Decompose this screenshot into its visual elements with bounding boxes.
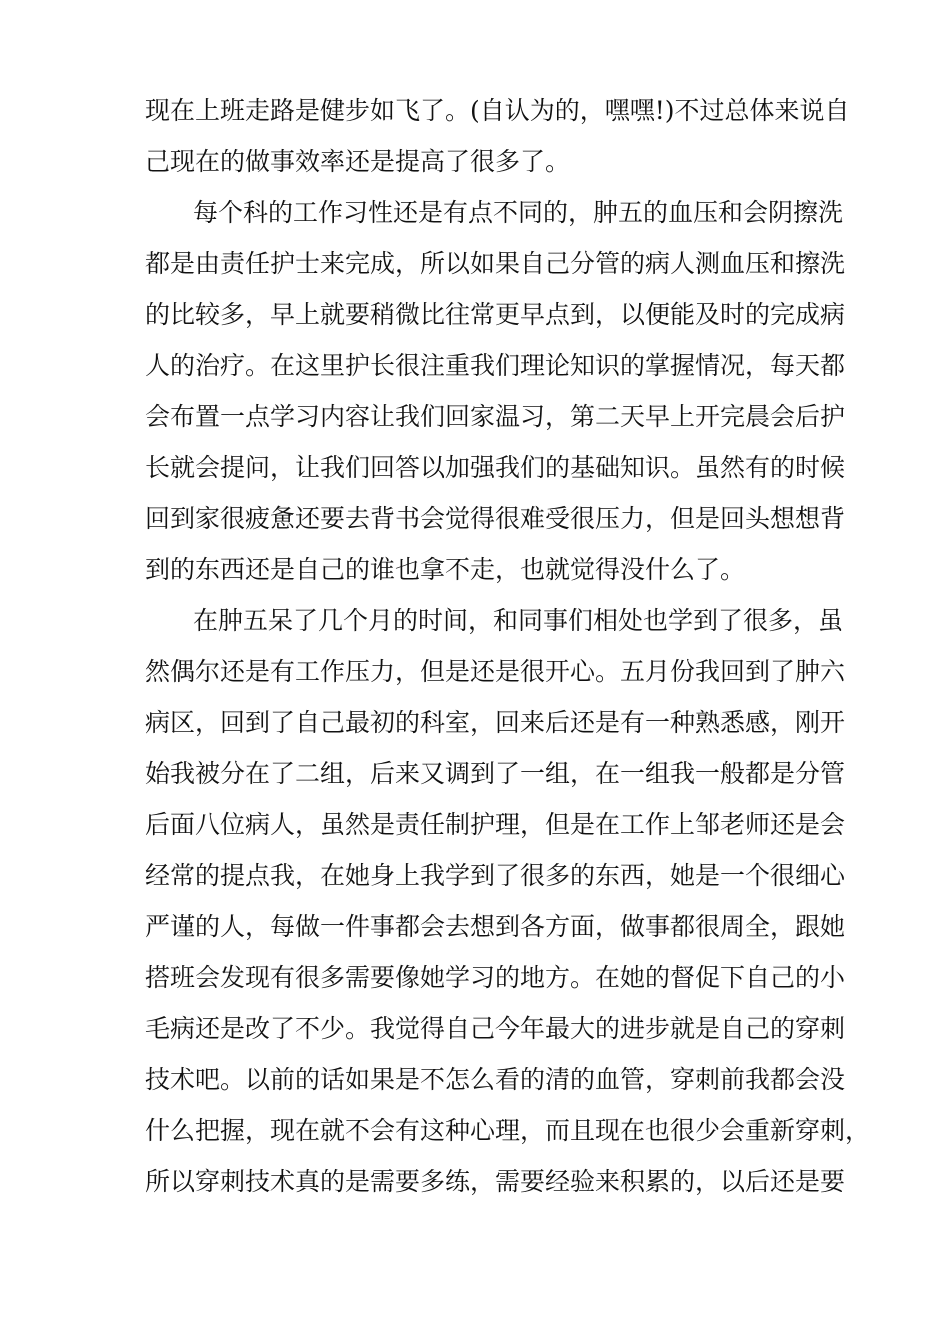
text-line: 现在上班走路是健步如飞了。(自认为的，嘿嘿!)不过总体来说自 <box>145 96 850 125</box>
text-line: 在肿五呆了几个月的时间，和同事们相处也学到了很多，虽 <box>193 606 844 635</box>
text-line: 严谨的人，每做一件事都会去想到各方面，做事都很周全，跟她 <box>145 912 846 941</box>
text-line: 都是由责任护士来完成，所以如果自己分管的病人测血压和擦洗 <box>145 249 846 278</box>
text-line: 搭班会发现有很多需要像她学习的地方。在她的督促下自己的小 <box>145 963 846 992</box>
text-line: 经常的提点我，在她身上我学到了很多的东西，她是一个很细心 <box>145 861 846 890</box>
text-line: 技术吧。以前的话如果是不怎么看的清的血管，穿刺前我都会没 <box>145 1065 846 1094</box>
text-line: 始我被分在了二组，后来又调到了一组，在一组我一般都是分管 <box>145 759 846 788</box>
text-line: 会布置一点学习内容让我们回家温习，第二天早上开完晨会后护 <box>145 402 846 431</box>
paragraph-1 <box>145 85 850 187</box>
text-line: 回到家很疲惫还要去背书会觉得很难受很压力，但是回头想想背 <box>145 504 846 533</box>
text-line: 长就会提问，让我们回答以加强我们的基础知识。虽然有的时候 <box>145 453 846 482</box>
text-line: 的比较多，早上就要稍微比往常更早点到，以便能及时的完成病 <box>145 300 846 329</box>
text-line: 到的东西还是自己的谁也拿不走，也就觉得没什么了。 <box>145 555 746 584</box>
paragraph-2 <box>145 187 846 595</box>
body-text <box>145 85 871 1207</box>
paragraph-3 <box>145 595 871 1207</box>
text-line: 病区，回到了自己最初的科室，回来后还是有一种熟悉感，刚开 <box>145 708 846 737</box>
text-line: 人的治疗。在这里护长很注重我们理论知识的掌握情况，每天都 <box>145 351 846 380</box>
text-line: 所以穿刺技术真的是需要多练，需要经验来积累的，以后还是要 <box>145 1167 846 1196</box>
text-line: 毛病还是改了不少。我觉得自己今年最大的进步就是自己的穿刺 <box>145 1014 846 1043</box>
text-line: 然偶尔还是有工作压力，但是还是很开心。五月份我回到了肿六 <box>145 657 846 686</box>
text-line: 什么把握，现在就不会有这种心理，而且现在也很少会重新穿刺， <box>145 1116 871 1145</box>
text-line: 己现在的做事效率还是提高了很多了。 <box>145 147 571 176</box>
text-line: 每个科的工作习性还是有点不同的，肿五的血压和会阴擦洗 <box>193 198 844 227</box>
text-line: 后面八位病人，虽然是责任制护理，但是在工作上邹老师还是会 <box>145 810 846 839</box>
